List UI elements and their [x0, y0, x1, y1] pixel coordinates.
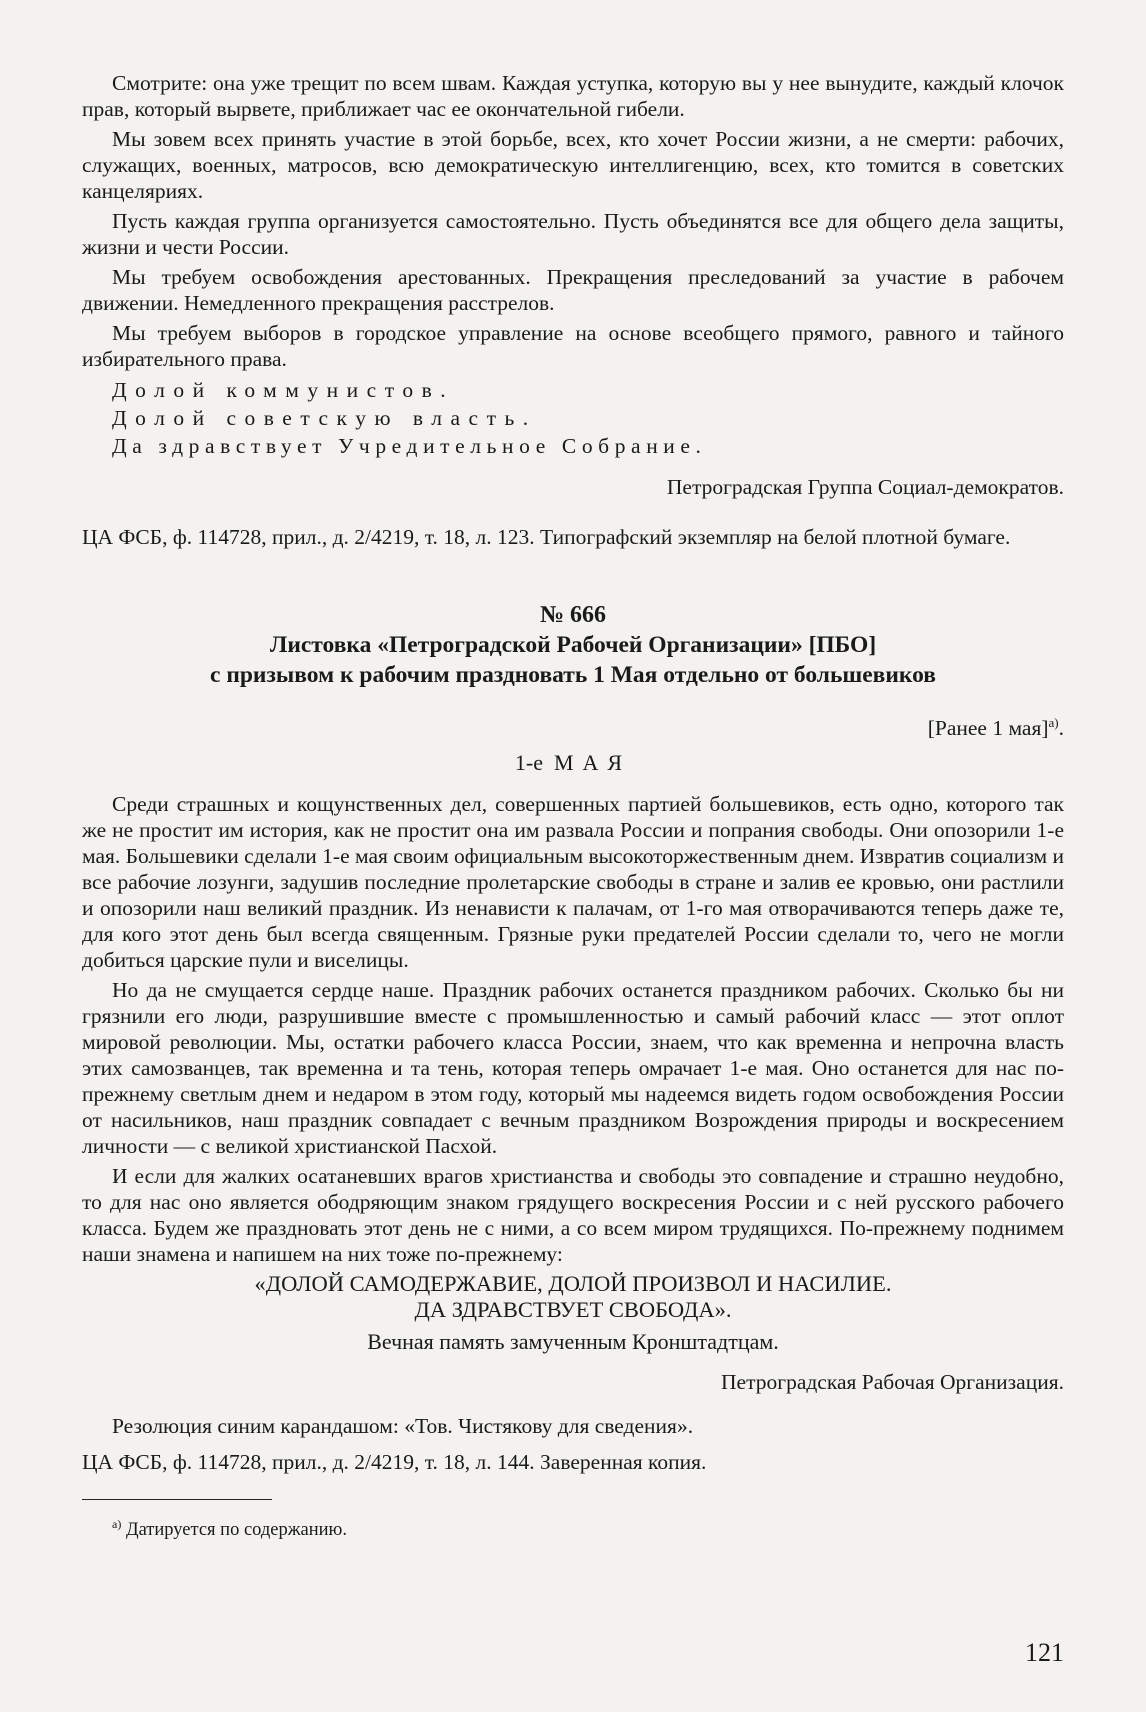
date-tail: .: [1058, 716, 1064, 741]
date-text: [Ранее 1 мая]: [927, 716, 1049, 741]
signature-workers-organization: Петроградская Рабочая Организация.: [721, 1370, 1064, 1395]
body-paragraph: И если для жалких осатаневших врагов христианства и свободы это совпадение и страшно неудобно, то для нас оно является ободряющим знаком грядущего воскресения России и с ней русского рабочего класса. Будем же праздновать этот день не с ними, а со всем миром трудящихся. По-прежнему поднимем наши знамена и напишем на них тоже по-прежнему:: [82, 1164, 1064, 1267]
banner-slogan-line: «ДОЛОЙ САМОДЕРЖАВИЕ, ДОЛОЙ ПРОИЗВОЛ И НАСИЛИЕ.: [254, 1271, 892, 1297]
page-number: 121: [1025, 1638, 1064, 1667]
leaflet-title-word: МАЯ: [553, 750, 632, 776]
archive-source-note: ЦА ФСБ, ф. 114728, прил., д. 2/4219, т. 18, л. 144. Заверенная копия.: [82, 1450, 707, 1475]
document-heading: [82, 600, 1064, 690]
intro-paragraph: Мы требуем выборов в городское управление на основе всеобщего прямого, равного и тайного избирательного права.: [82, 321, 1064, 371]
document-date: [82, 710, 1064, 741]
body-paragraph: Среди страшных и кощунственных дел, совершенных партией большевиков, есть одно, которого так же не простит им история, как не простит она им развала России и попрания свободы. Они опозорили 1-е мая. Большевики сделали 1-е мая своим официальным высокоторжественным днем. Извратив социализм и все рабочие лозунги, задушив последние пролетарские свободы в стране и залив ее кровью, они растлили и опозорили наш великий праздник. Из ненависти к палачам, от 1-го мая отворачиваются теперь даже те, для кого этот день был всегда священным. Грязные руки предателей России сделали то, чего не могли добиться царские пули и виселицы.: [82, 792, 1064, 973]
document-title-line: с призывом к рабочим праздновать 1 Мая отдельно от большевиков: [210, 662, 936, 688]
slogan-line: Долой советскую власть.: [112, 406, 537, 430]
page-content: [82, 70, 1064, 1542]
footnote-reference: а): [1048, 715, 1059, 730]
intro-paragraph: Мы зовем всех принять участие в этой борьбе, всех, кто хочет России жизни, а не смерти: рабочих, служащих, военных, матросов, всю демократическую интеллигенцию, всех, кто томится в советских канцеляриях.: [82, 127, 1064, 203]
document-number: № 666: [539, 602, 607, 628]
document-title-line: Листовка «Петроградской Рабочей Организации» [ПБО]: [269, 632, 877, 658]
intro-paragraph: Пусть каждая группа организуется самостоятельно. Пусть объединятся все для общего дела защиты, жизни и чести России.: [82, 209, 1064, 259]
banner-slogan-line: ДА ЗДРАВСТВУЕТ СВОБОДА».: [414, 1297, 732, 1323]
footnote-text: Датируется по содержанию.: [125, 1520, 347, 1541]
memorial-line: Вечная память замученным Кронштадтцам.: [367, 1329, 779, 1355]
footnote-divider: [82, 1499, 272, 1500]
intro-paragraph: Смотрите: она уже трещит по всем швам. Каждая уступка, которую вы у нее вынудите, каждый клочок прав, который вырвете, приближает час ее окончательной гибели.: [82, 71, 1064, 121]
leaflet-title-prefix: 1-е: [514, 750, 543, 776]
archive-source-note: ЦА ФСБ, ф. 114728, прил., д. 2/4219, т. 18, л. 123. Типографский экземпляр на белой плотной бумаге.: [82, 525, 1011, 549]
intro-paragraph: Мы требуем освобождения арестованных. Прекращения преследований за участие в рабочем движении. Немедленного прекращения расстрелов.: [82, 265, 1064, 315]
body-paragraph: Но да не смущается сердце наше. Праздник рабочих останется праздником рабочих. Сколько бы ни грязнили его люди, разрушившие вместе с промышленностью и самый рабочий класс — этот оплот мировой революции. Мы, остатки рабочего класса России, знаем, что как временна и непрочна власть этих самозванцев, так временна и та тень, которая теперь омрачает 1-е мая. Оно останется для нас по-прежнему светлым днем и недаром в этом году, который мы надеемся видеть годом освобождения России от насильников, наш праздник совпадает с вечным праздником Возрождения природы и воскресением личности — с великой христианской Пасхой.: [82, 978, 1064, 1159]
signature-social-democrats: Петроградская Группа Социал-демократов.: [666, 475, 1064, 499]
resolution-note: Резолюция синим карандашом: «Тов. Чистякову для сведения».: [112, 1414, 694, 1439]
slogan-line: Да здравствует Учредительное Собрание.: [112, 434, 707, 458]
leaflet-title: [82, 749, 1064, 777]
footnote-mark: а): [112, 1517, 122, 1532]
footnote: [82, 1512, 1064, 1542]
slogan-line: Долой коммунистов.: [112, 378, 455, 402]
